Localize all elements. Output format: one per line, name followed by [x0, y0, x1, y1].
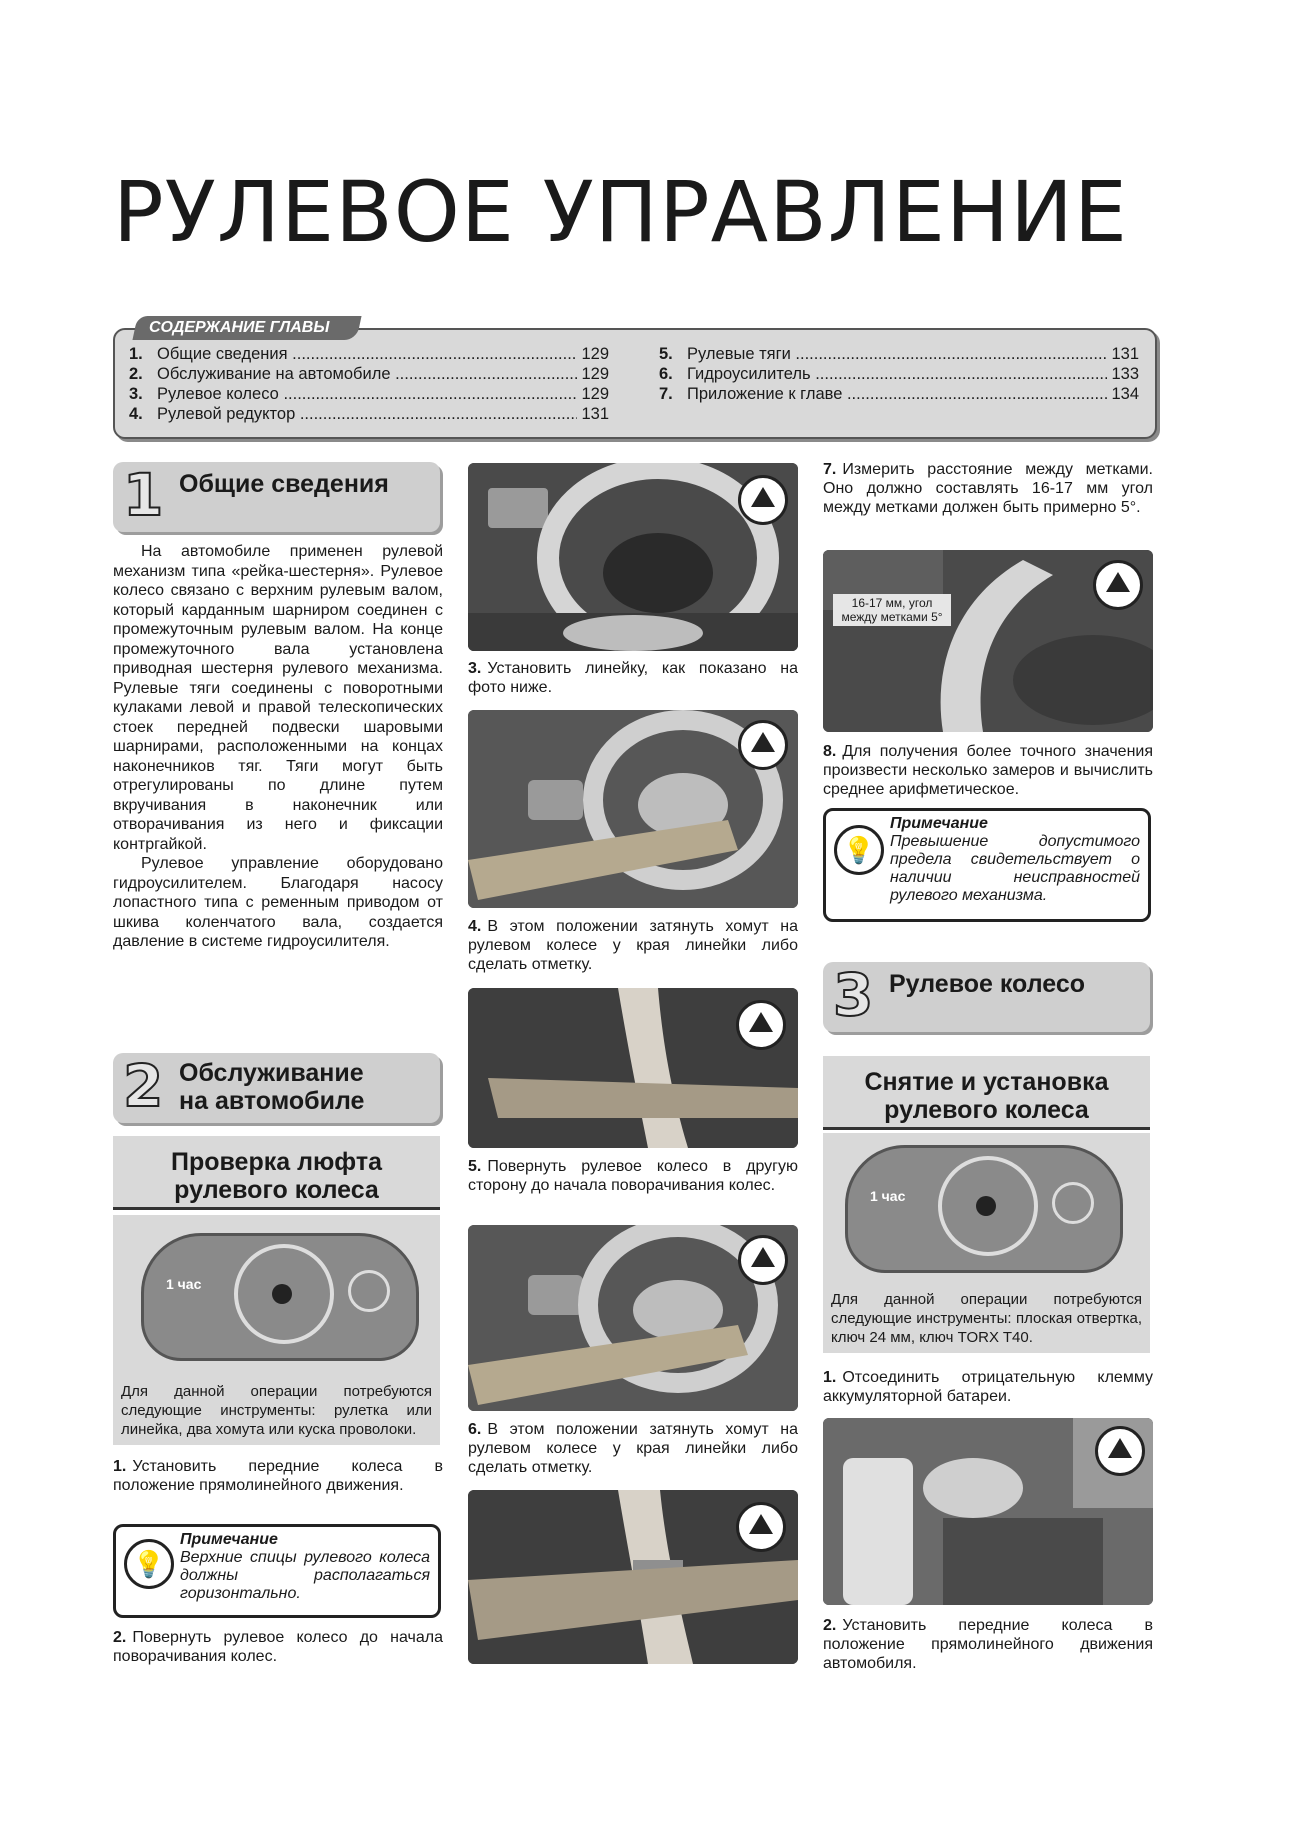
time-label: 1 час — [870, 1188, 906, 1204]
page-title: РУЛЕВОЕ УПРАВЛЕНИЕ — [113, 163, 1129, 261]
step-1-left: 1. Установить передние колеса в положение прямолинейного движения. — [113, 1458, 443, 1494]
instrument-cluster-illustration — [845, 1145, 1123, 1273]
brand-logo-icon — [736, 1502, 786, 1552]
note-text: Верхние спицы рулевого колеса должны располагаться горизонтально. — [180, 1549, 430, 1602]
section-2-header — [113, 1053, 440, 1123]
section-number: 1 — [123, 461, 164, 529]
brand-logo-icon — [1093, 560, 1143, 610]
section-3-header — [823, 962, 1150, 1032]
toc-item[interactable]: 6. Гидроусилитель ..... 133 — [659, 364, 1139, 384]
gauge-center — [976, 1196, 996, 1216]
note-heading: Примечание — [180, 1531, 278, 1548]
brand-logo-icon — [738, 720, 788, 770]
gauge-center — [272, 1284, 292, 1304]
lightbulb-icon: 💡 — [124, 1539, 174, 1589]
section-title: Рулевое колесо — [889, 970, 1085, 998]
photo-step-6b — [468, 1490, 798, 1664]
lightbulb-icon: 💡 — [834, 825, 884, 875]
section-number: 3 — [833, 961, 874, 1029]
step-1-right: 1. Отсоединить отрицательную клемму аккумуляторной батареи. — [823, 1369, 1153, 1405]
note-heading: Примечание — [890, 815, 988, 832]
photo-step-7 — [823, 550, 1153, 732]
brand-logo-icon — [736, 1000, 786, 1050]
brand-logo-icon — [738, 1235, 788, 1285]
step-3: 3. Установить линейку, как показано на фото ниже. — [468, 660, 798, 696]
photo-battery — [823, 1418, 1153, 1605]
toc-column-left — [129, 344, 609, 424]
step-5: 5. Повернуть рулевое колесо в другую сторону до начала поворачивания колес. — [468, 1158, 798, 1194]
section-1-text — [113, 542, 443, 952]
note-text: Превышение допустимого предела свидетельствует о наличии неисправностей рулевого механизма. — [890, 833, 1140, 904]
table-of-contents — [113, 319, 1157, 439]
tools-text: Для данной операции потребуются следующие инструменты: плоская отвертка, ключ 24 мм, ключ TORX T40. — [831, 1291, 1142, 1346]
paragraph: Рулевое управление оборудовано гидроусилителем. Благодаря насосу лопастного типа с ременным приводом от шкива коленчатого вала, создается давление в системе гидроусилителя. — [113, 855, 443, 950]
step-8: 8. Для получения более точного значения произвести несколько замеров и вычислить среднее арифметическое. — [823, 743, 1153, 798]
section-title: Общие сведения — [179, 470, 389, 498]
step-6: 6. В этом положении затянуть хомут на рулевом колесе у края линейки либо сделать отметку. — [468, 1421, 798, 1476]
brand-logo-icon — [738, 475, 788, 525]
brand-logo-icon — [1095, 1426, 1145, 1476]
step-4: 4. В этом положении затянуть хомут на рулевом колесе у края линейки либо сделать отметку. — [468, 918, 798, 973]
tools-box — [823, 1133, 1150, 1353]
section-title: Обслуживание на автомобиле — [179, 1059, 365, 1115]
wrench-icon — [1052, 1182, 1094, 1224]
toc-item[interactable]: 7. Приложение к главе ..... 134 — [659, 384, 1139, 404]
instrument-cluster-illustration — [141, 1233, 419, 1361]
subsection-title: Снятие и установка рулевого колеса — [823, 1056, 1150, 1130]
section-number: 2 — [123, 1052, 164, 1120]
section-1-header — [113, 462, 440, 532]
toc-item[interactable]: 3. Рулевое колесо ..... 129 — [129, 384, 609, 404]
step-2-right: 2. Установить передние колеса в положение прямолинейного движения автомобиля. — [823, 1617, 1153, 1672]
toc-column-right — [659, 344, 1139, 404]
time-label: 1 час — [166, 1276, 202, 1292]
tools-text: Для данной операции потребуются следующие инструменты: рулетка или линейка, два хомута или куска проволоки. — [121, 1383, 432, 1438]
toc-item[interactable]: 4. Рулевой редуктор ..... 131 — [129, 404, 609, 424]
toc-item[interactable]: 2. Обслуживание на автомобиле ..... 129 — [129, 364, 609, 384]
photo-step-6 — [468, 1225, 798, 1411]
photo-step-3 — [468, 463, 798, 651]
step-7: 7. Измерить расстояние между метками. Оно должно составлять 16-17 мм угол между метками должен быть примерно 5°. — [823, 461, 1153, 516]
paragraph: На автомобиле применен рулевой механизм типа «рейка-шестерня». Рулевое колесо связано с верхним рулевым валом, который карданным шарниром соединен с промежуточным рулевым валом. На конце промежуточного вала установлена приводная шестерня рулевого механизма. Рулевые тяги соединены с поворотными кулаками левой и правой телескопических стоек передней подвески шаровыми шарнирами, расположенными на концах наконечников тяг. Тяги могут быть отрегулированы по длине путем вкручивания в наконечник или отворачивания из него и фиксации контргайкой. — [113, 543, 443, 853]
note-box-left — [113, 1524, 441, 1618]
tools-box — [113, 1215, 440, 1445]
measurement-label: 16-17 мм, угол между метками 5° — [833, 594, 951, 626]
photo-step-4 — [468, 710, 798, 908]
note-box-right — [823, 808, 1151, 922]
step-2-left: 2. Повернуть рулевое колесо до начала поворачивания колес. — [113, 1629, 443, 1665]
toc-item[interactable]: 1. Общие сведения ..... 129 — [129, 344, 609, 364]
subsection-title: Проверка люфта рулевого колеса — [113, 1136, 440, 1210]
wrench-icon — [348, 1270, 390, 1312]
toc-item[interactable]: 5. Рулевые тяги ..... 131 — [659, 344, 1139, 364]
toc-heading: СОДЕРЖАНИЕ ГЛАВЫ — [132, 316, 361, 340]
photo-step-5 — [468, 988, 798, 1148]
